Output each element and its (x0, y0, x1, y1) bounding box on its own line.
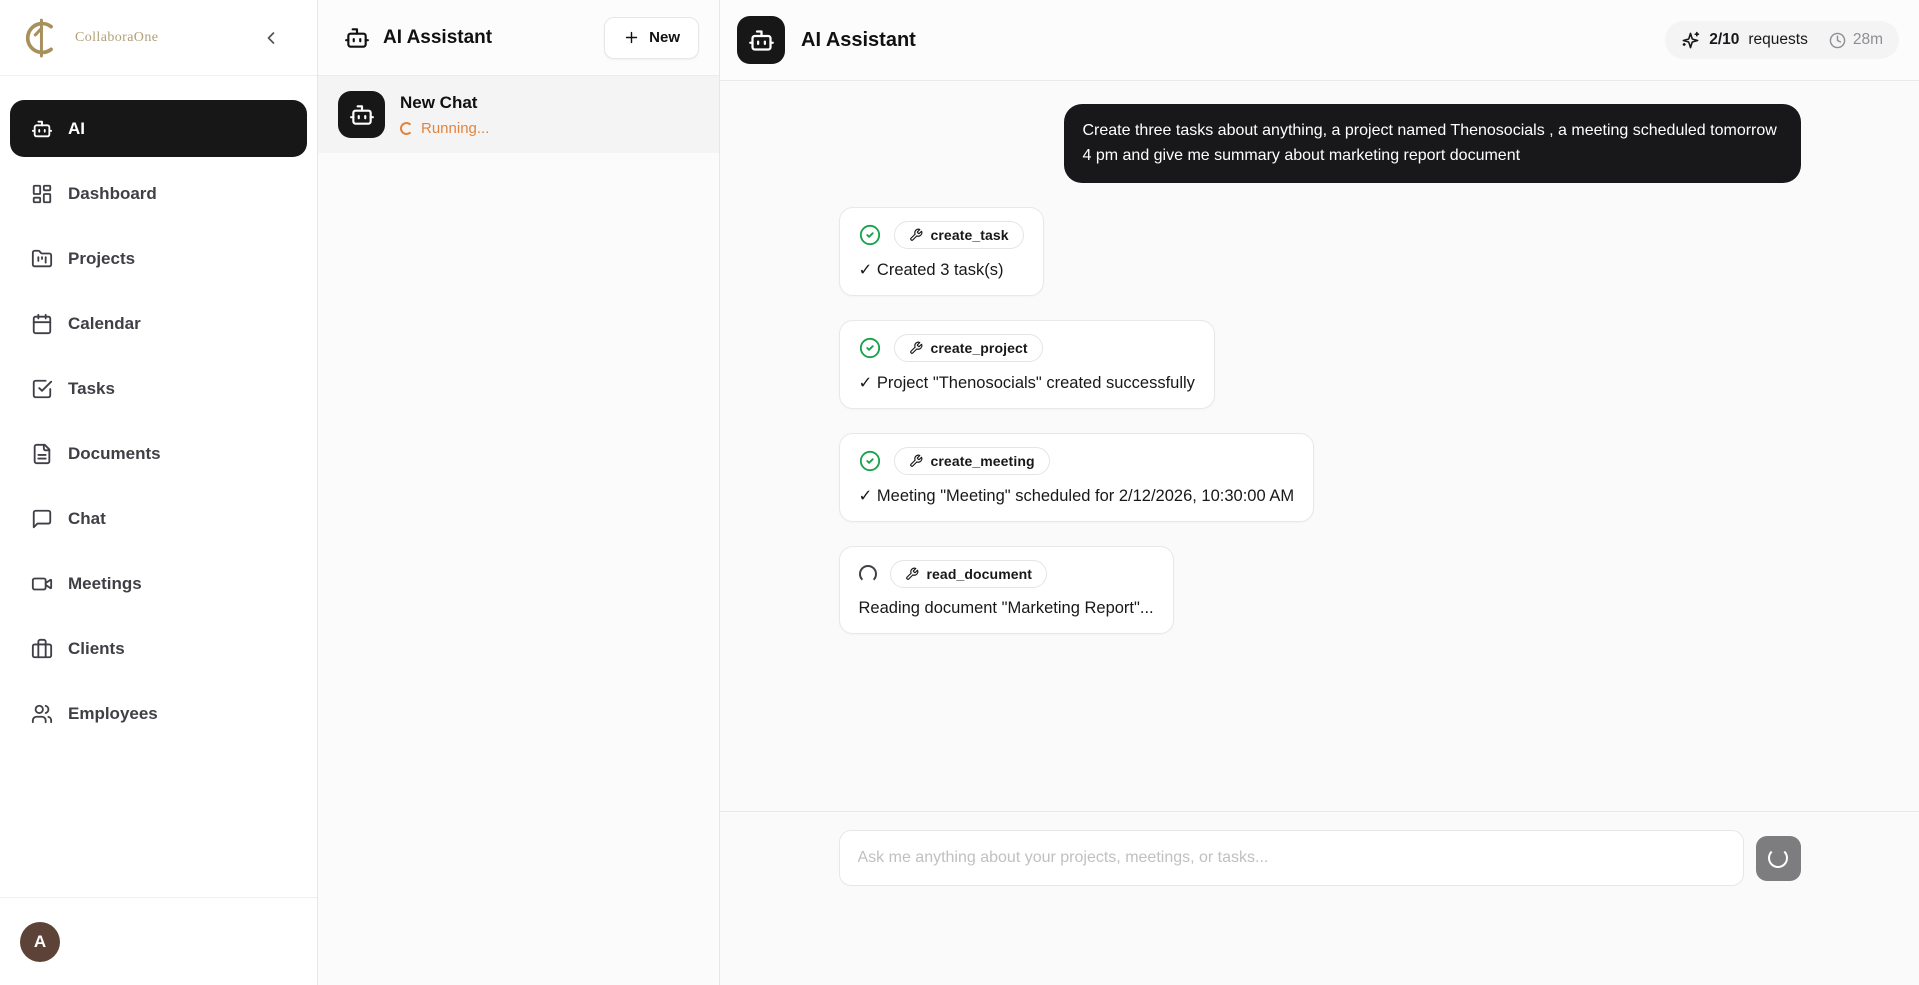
sidebar-item-label: Employees (68, 703, 158, 723)
sidebar-item-documents[interactable] (10, 425, 307, 482)
tool-call-card-create-meeting (839, 433, 1315, 522)
wrench-icon (909, 228, 923, 242)
sidebar-item-employees[interactable] (10, 685, 307, 742)
wrench-icon (909, 454, 923, 468)
sidebar-item-label: Dashboard (68, 183, 157, 203)
app-logo (20, 17, 158, 59)
tool-result: ✓ Created 3 task(s) (858, 260, 1004, 279)
user-message-bubble: Create three tasks about anything, a project named Thenosocials , a meeting scheduled tomorrow 4 pm and give me summary about marketing report document (1064, 104, 1801, 183)
requests-label: requests (1748, 31, 1808, 48)
user-avatar[interactable]: A (20, 922, 60, 962)
sidebar-item-label: AI (68, 118, 85, 138)
sidebar-item-ai[interactable] (10, 100, 307, 157)
loader-icon (400, 122, 413, 135)
bot-icon (344, 25, 370, 51)
loader-icon (1768, 848, 1788, 868)
chat-list-header (318, 0, 719, 76)
sidebar-nav (0, 76, 317, 897)
bot-icon (737, 16, 785, 64)
sidebar-item-label: Documents (68, 443, 161, 463)
briefcase-icon (31, 638, 53, 660)
usage-badge (1665, 21, 1899, 59)
folder-kanban-icon (31, 248, 53, 270)
time-remaining: 28m (1852, 31, 1883, 48)
sidebar-header (0, 0, 317, 76)
chat-header (720, 0, 1919, 81)
new-chat-button-label: New (649, 29, 680, 46)
sidebar-item-dashboard[interactable] (10, 165, 307, 222)
send-button[interactable] (1756, 836, 1801, 881)
conversation-list-item[interactable] (318, 76, 719, 153)
sidebar-item-label: Meetings (68, 573, 142, 593)
sidebar-collapse-button[interactable] (257, 24, 285, 52)
requests-count: 2/10 (1709, 31, 1740, 48)
new-chat-button[interactable] (604, 17, 699, 59)
plus-icon (623, 29, 640, 46)
tool-name: read_document (926, 565, 1033, 582)
sidebar-item-projects[interactable] (10, 230, 307, 287)
tool-name-badge (894, 221, 1024, 249)
sidebar-item-clients[interactable] (10, 620, 307, 677)
sidebar-item-label: Chat (68, 508, 106, 528)
check-circle-icon (859, 337, 881, 359)
tool-name: create_task (930, 226, 1009, 243)
sidebar-footer (0, 897, 317, 985)
check-square-icon (31, 378, 53, 400)
conversation-status-label: Running... (421, 119, 490, 137)
tool-name-badge (890, 560, 1048, 588)
tool-call-card-create-project (839, 320, 1215, 409)
sidebar-item-meetings[interactable] (10, 555, 307, 612)
dashboard-icon (31, 183, 53, 205)
sidebar-item-label: Calendar (68, 313, 141, 333)
conversation-title: New Chat (400, 92, 478, 112)
sidebar-item-label: Projects (68, 248, 136, 268)
message-input[interactable] (839, 830, 1744, 886)
check-circle-icon (859, 450, 881, 472)
bot-icon (31, 118, 53, 140)
tool-result: ✓ Project "Thenosocials" created successfully (858, 373, 1195, 392)
collaboraone-logo-icon (20, 17, 62, 59)
tool-name-badge (894, 447, 1050, 475)
sidebar-item-calendar[interactable] (10, 295, 307, 352)
sidebar (0, 0, 318, 985)
loader-icon (859, 565, 877, 583)
composer (720, 811, 1919, 985)
video-icon (31, 573, 53, 595)
messages-area (720, 81, 1919, 811)
sidebar-item-chat[interactable] (10, 490, 307, 547)
file-text-icon (31, 443, 53, 465)
sparkles-icon (1681, 31, 1700, 50)
tool-name-badge (894, 334, 1043, 362)
clock-icon (1829, 32, 1846, 49)
tool-result: Reading document "Marketing Report"... (858, 598, 1154, 617)
sidebar-item-label: Clients (68, 638, 125, 658)
app-name: CollaboraOne (75, 29, 159, 45)
chevron-left-icon (261, 28, 281, 48)
chat-title: AI Assistant (801, 28, 916, 51)
users-icon (31, 703, 53, 725)
check-circle-icon (859, 224, 881, 246)
chat-main (720, 0, 1919, 985)
tool-call-card-create-task (839, 207, 1044, 296)
chat-list-panel (318, 0, 720, 985)
wrench-icon (909, 341, 923, 355)
tool-name: create_meeting (930, 452, 1035, 469)
wrench-icon (905, 567, 919, 581)
conversation-status (400, 120, 489, 137)
calendar-icon (31, 313, 53, 335)
sidebar-item-tasks[interactable] (10, 360, 307, 417)
message-square-icon (31, 508, 53, 530)
tool-result: ✓ Meeting "Meeting" scheduled for 2/12/2026, 10:30:00 AM (858, 486, 1295, 505)
tool-call-card-read-document (839, 546, 1174, 634)
chat-list-title: AI Assistant (383, 26, 493, 48)
tool-name: create_project (930, 339, 1028, 356)
bot-icon (338, 91, 385, 138)
sidebar-item-label: Tasks (68, 378, 115, 398)
